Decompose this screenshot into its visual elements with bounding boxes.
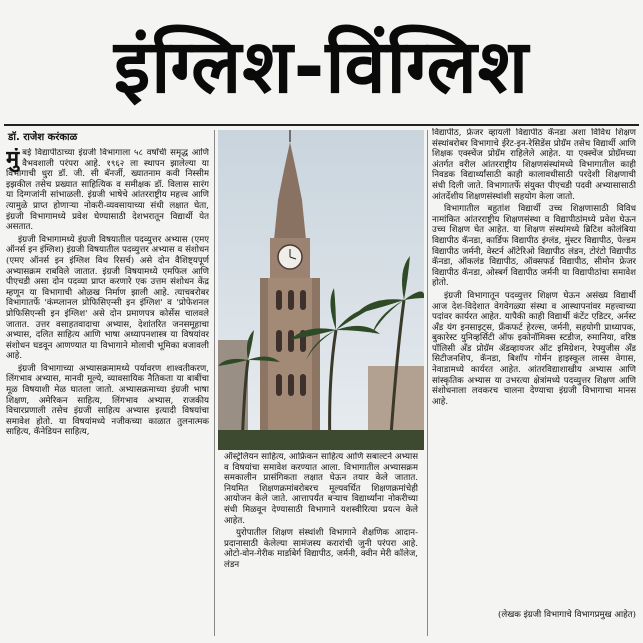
article-column-3 bbox=[432, 128, 636, 610]
paragraph: युरोपातील शिक्षण संस्थांशी विभागाने शैक्षणिक आदान-प्रदानासाठी केलेल्या सामंजस्य करारांची जुनी परंपरा आहे. ओटो-वोन-गेरीक मार्डाबेर्ग विद्यापीठ, जर्मनी, क्वीन मेरी कॉलेज, लंडन bbox=[224, 528, 418, 570]
byline: डॉ. राजेश करंकाळ bbox=[8, 132, 78, 143]
paragraph bbox=[6, 148, 209, 233]
headline: इंग्लिश-विंग्लिश bbox=[113, 23, 530, 110]
author-note: (लेखक इंग्रजी विभागाचे विभागप्रमुख आहेत) bbox=[498, 610, 636, 620]
article-column-1 bbox=[6, 148, 209, 636]
headline-rule bbox=[4, 124, 639, 126]
university-tower-photo bbox=[218, 130, 424, 450]
column-divider bbox=[427, 130, 428, 636]
column-divider bbox=[214, 130, 215, 636]
paragraph-text: बई विद्यापीठाच्या इंग्रजी विभागाला ५८ वर्षांची समृद्ध आणि वैभवशाली परंपरा आहे. १९६२ ला स्थापन झालेल्या या विभागाची धुरा डॉ. जी. सी बॅनर्जी, ख्यातनाम कवी निस्सीम इझकील तसेच प्रख्यात साहित्यिक व समीक्षक डॉ. विलास सारंग या दिग्गजांनी सांभाळली. इंग्रजी भाषेचे आंतरराष्ट्रीय महत्त्व आणि त्यामुळे प्राप्त होणाऱ्या नोकरी-व्यवसायाच्या संधी लक्षात घेता, इंग्रजी विभागामध्ये प्रवेश घेण्यासाठी देशभरातून विद्यार्थी येत असतात. bbox=[6, 148, 209, 233]
paragraph: इंग्रजी विभागामध्ये इंग्रजी विषयातील पदव्युत्तर अभ्यास (एमए ऑनर्स इन इंग्लिश) इंग्रजी विषयातील पदव्युत्तर अभ्यास व संशोधन (एमए ऑनर्स इन इंग्लिश विथ रिसर्च) असे दोन वैशिष्ट्यपूर्ण अभ्यासक्रम राबविले जातात. इंग्रजी विषयामध्ये एमफिल आणि पीएचडी असा दोन पदव्या प्राप्त करणारे एक उत्तम संशोधन केंद्र म्हणून या विभागाची ओळख निर्माण झाली आहे. त्याचबरोबर विभागातर्फे 'कंम्प्लानल प्रोफिसिएन्सी इन इंग्लिश' व 'प्रोफेशनल प्रोफिसिएन्सी इन इंग्लिश' असे दोन प्रमाणपत्र कोर्सेस चालवले जातात. उत्तर वसाहतवादाचा अभ्यास, देशांतरित जनसमूहाचा अभ्यास, दलित साहित्य आणि भाषा अध्यापनशास्त्र या विषयांवर संशोधन घडवून आणण्यात या विभागाने मोलाची भूमिका बजावली आहे. bbox=[6, 234, 209, 362]
paragraph: इंग्रजी विभागाच्या अभ्यासक्रमामध्ये पर्यावरण शाश्वतीकरण, लिंगभाव अभ्यास, मानवी मूल्ये, व्यावसायिक नैतिकता या बाबींचा मूळ विषयाशी मेळ घातला जातो. अभ्यासक्रमाच्या इंग्रजी भाषा शिक्षण, अमेरिकन साहित्य, लिंगभाव अभ्यास, राजकीय विचारप्रणाली तसेच इंग्रजी साहित्य अभ्यास इत्यादी विषयांचा समावेश होतो. या विषयांमध्ये नजीकच्या काळात तुलनात्मक साहित्य, कॅनेडियन साहित्य, bbox=[6, 363, 209, 438]
drop-cap: मुं bbox=[6, 148, 20, 172]
paragraph: विभागातील बहुतांश विद्यार्थी उच्च शिक्षणासाठी विविध नामांकित आंतरराष्ट्रीय शिक्षणसंस्था व विद्यापीठांमध्ये प्रवेश घेऊन उच्च शिक्षण घेत आहेत. या शिक्षण संस्थांमध्ये ब्रिटिश कोलंबिया विद्यापीठ कॅनडा, कार्डिफ विद्यापीठ इंग्लंड, मुंस्टर विद्यापीठ, पेल्डम विद्यापीठ जर्मनी, वेस्टर्न ऑटेरिओ विद्यापीठ लंडन, टोरंटो विद्यापीठ कॅनडा, ऑकलंड विद्यापीठ, ऑक्सफर्ड विद्यापीठ, सीमोन फ्रेजर विद्यापीठ कॅनडा, ओस्बर्ग विद्यापीठ जर्मनी या विद्यापीठांचा समावेश होतो. bbox=[432, 204, 636, 289]
paragraph: विद्यापीठ, फ्रेजर व्हायली विद्यापीठ कॅनडा अशा विविध शिक्षण संस्थांबरोबर विभागाचे ईरेट-इन-रेसिडेंस प्रोग्रॅम तसेच विद्यार्थी आणि शिक्षक एक्स्चेंज प्रोग्रॅम राहिलेले आहेत. या एक्स्चेंज प्रोग्रॅमच्या अंतर्गत वरील आंतरराष्ट्रीय शिक्षणसंस्थांमध्ये विभागातील काही निवडक विद्यार्थ्यांसाठी काही कालावधीसाठी परदेशी शिक्षणाची संधी दिली जाते. विभागातर्फे संयुक्त पीएचडी पदवी अभ्यासासाठी आंतर्देशीय शिक्षणसंस्थांशी सहयोग केला जातो. bbox=[432, 128, 636, 202]
rajabai-clock-tower-image bbox=[218, 130, 424, 450]
paragraph: ऑस्ट्रेलियन साहित्य, आफ्रिकन साहित्य आणि सबाल्टर्न अभ्यास व विषयांचा समावेश करण्यात आला. विभागातील अभ्यासक्रम समकालीन प्रासंगिकता लक्षात घेऊन तयार केले जातात. नियमित शिक्षणक्रमांबरोबरच मूल्यवर्धित शिक्षणक्रमांचेही आयोजन केले जाते. आत्तापर्यंत बऱ्याच विद्यार्थ्यांना नोकरीच्या संधी मिळवून देण्यासाठी विभागाने यशस्वीरित्या प्रयत्न केले आहेत. bbox=[224, 452, 418, 526]
article-column-2 bbox=[224, 452, 418, 636]
paragraph: इंग्रजी विभागातून पदव्युत्तर शिक्षण घेऊन असंख्य विद्यार्थी आज देश-विदेशात वेगवेगळ्या संस्था व आस्थापनांवर महत्त्वाच्या पदांवर कार्यरत आहेत. यापैकी काही विद्यार्थी कंटेंट एडिटर, अर्नस्ट ॲंड यंग इनसाइट्स, फ्रँकफर्ट हेरल्स, जर्मनी, सहयोगी प्राध्यापक, बुकारेस्ट युनिव्हर्सिटी ऑफ इकोनॉमिक्स स्टडीज, रुमानिया, वरिष्ठ पॉलिसी ॲंड प्रोग्रॅम ॲडव्हायजर ऑट इमिग्रेशन, रेफ्युजीस ॲंड सिटीजनशिप, कॅनडा, बिशॉप गोर्मन हाइस्कूल लास्स वेगास, नेवाडामध्ये कार्यरत आहेत. आंतरविद्याशाखीय अभ्यास आणि सांस्कृतिक अभ्यास या उभरत्या क्षेत्रांमध्ये पदव्युत्तर शिक्षण आणि संशोधनाला लवकरच चालना देण्याचा इंग्रजी विभागाचा मानस आहे. bbox=[432, 290, 636, 407]
